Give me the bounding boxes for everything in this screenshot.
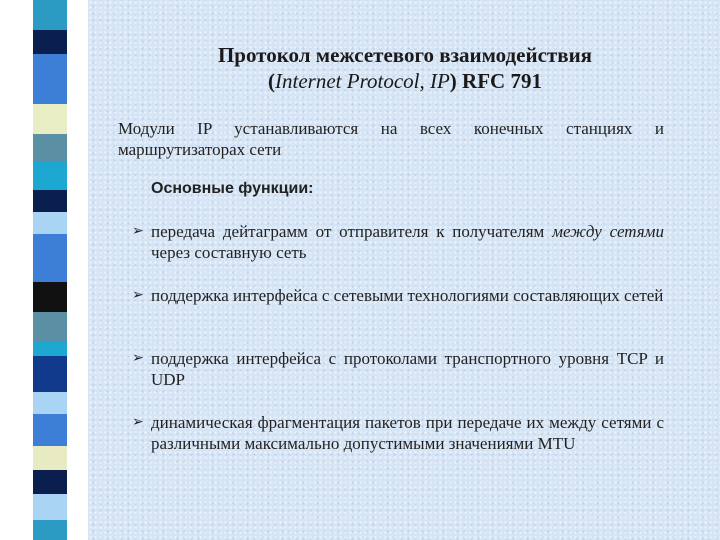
stripe-segment <box>33 54 67 104</box>
stripe-segment <box>33 104 67 134</box>
bullet-text-plain: передача дейтаграмм от отправителя к получателям <box>151 222 553 241</box>
stripe-segment <box>33 312 67 342</box>
stripe-segment <box>33 392 67 414</box>
bullet-text-italic: между сетями <box>552 222 665 241</box>
intro-paragraph: Модули IP устанавливаются на всех конечных станциях и маршрутизаторах сети <box>118 119 664 159</box>
stripe-segment <box>33 0 67 30</box>
slide-title <box>100 42 710 94</box>
decorative-left-strip <box>0 0 88 540</box>
title-line-2 <box>268 69 542 93</box>
bullet-text-after: через составную сеть <box>151 243 307 262</box>
stripe-segment <box>33 520 67 540</box>
stripe-segment <box>33 414 67 446</box>
functions-heading: Основные функции: <box>151 180 314 197</box>
title-line-1: Протокол межсетевого взаимодействия <box>217 43 593 67</box>
bullet-text: динамическая фрагментация пакетов при передаче их между сетями с различными максимально допустимыми значениями MTU <box>151 413 664 453</box>
arrowhead-bullet-icon: ➢ <box>132 287 144 303</box>
stripe-segment <box>33 134 67 162</box>
arrowhead-bullet-icon: ➢ <box>132 350 144 366</box>
stripe-segment <box>33 212 67 234</box>
stripe-segment <box>33 470 67 494</box>
stripe-segment <box>33 356 67 392</box>
stripe-segment <box>33 190 67 212</box>
bullet-text: поддержка интерфейса с протоколами транспортного уровня TCP и UDP <box>151 349 664 389</box>
list-item <box>132 221 664 263</box>
title-english-name: Internet Protocol, IP <box>275 69 450 93</box>
stripe-segment <box>33 282 67 312</box>
bullet-text: поддержка интерфейса с сетевыми технологиями составляющих сетей <box>151 286 664 305</box>
stripe-segment <box>33 30 67 54</box>
title-open-paren: ( <box>268 69 276 93</box>
list-item <box>132 412 664 454</box>
decorative-stripe-column <box>33 0 67 540</box>
bullet-text <box>151 221 664 263</box>
arrowhead-bullet-icon: ➢ <box>132 414 144 430</box>
stripe-segment <box>33 446 67 470</box>
stripe-segment <box>33 162 67 190</box>
list-item <box>132 285 664 306</box>
stripe-segment <box>33 494 67 520</box>
list-item <box>132 348 664 390</box>
arrowhead-bullet-icon: ➢ <box>132 223 144 239</box>
stripe-segment <box>33 342 67 356</box>
title-rfc-number: ) RFC 791 <box>449 69 542 93</box>
stripe-segment <box>33 234 67 282</box>
